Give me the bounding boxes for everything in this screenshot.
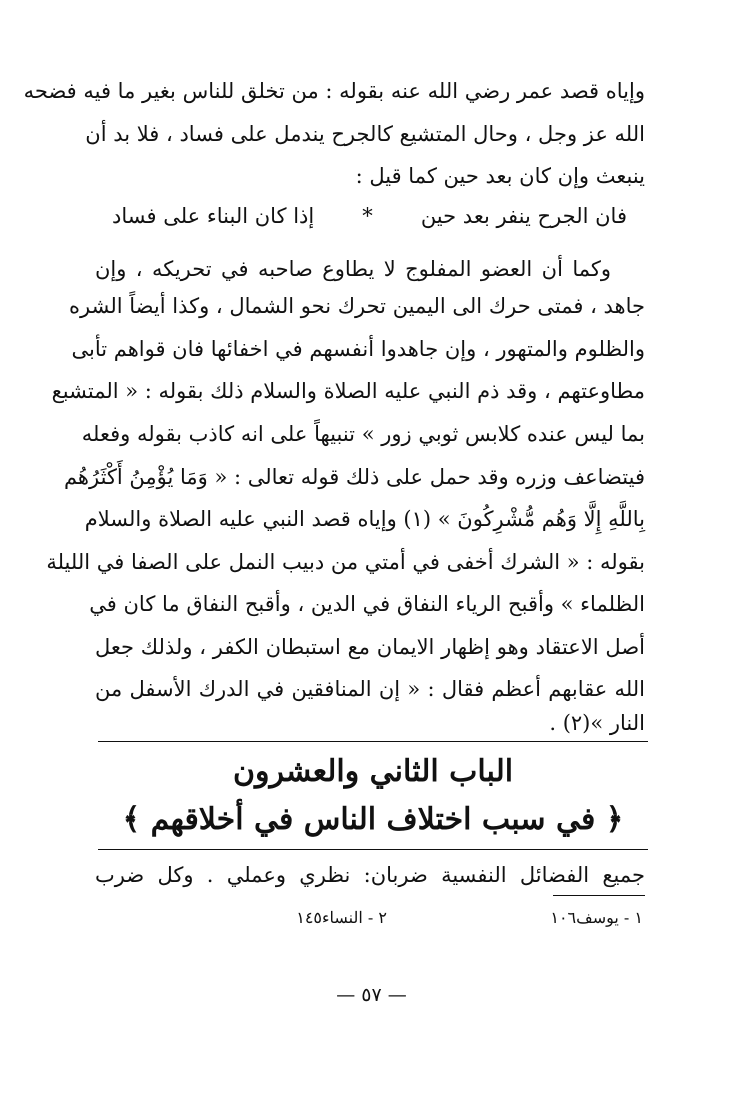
text-line-1: وإياه قصد عمر رضي الله عنه بقوله : من تخلق للناس بغير ما فيه فضحه: [23, 79, 645, 103]
chapter-title: الباب الثاني والعشرون: [232, 754, 514, 789]
text-line-14: الله عقابهم أعظم فقال : « إن المنافقين في الدرك الأسفل من: [95, 677, 645, 701]
text-line-5: جاهد ، فمتى حرك الى اليمين تحرك نحو الشمال ، وكذا أيضاً الشره: [69, 294, 645, 318]
section-divider-bottom: [98, 849, 648, 850]
footnote-rule: [553, 895, 645, 896]
text-line-11: بقوله : « الشرك أخفى في أمتي من دبيب النمل على الصفا في الليلة: [46, 550, 645, 574]
text-line-7: مطاوعتهم ، وقد ذم النبي عليه الصلاة والسلام ذلك بقوله : « المتشبع: [51, 379, 645, 403]
page-number: — ٥٧ —: [336, 984, 407, 1006]
poetry-verse: [112, 195, 627, 237]
text-line-9-quran: فيتضاعف وزره وقد حمل على ذلك قوله تعالى : « وَمَا يُؤْمِنُ أَكْثَرُهُم: [63, 465, 645, 489]
section-divider-top: [98, 741, 648, 742]
verse-first-hemistich: فان الجرح ينفر بعد حين: [420, 204, 627, 228]
text-line-12: الظلماء » وأقبح الرياء النفاق في الدين ، وأقبح النفاق ما كان في: [89, 592, 645, 616]
text-line-15: النار »(٢) .: [549, 711, 645, 735]
verse-separator-star-icon: *: [362, 204, 373, 228]
text-line-chapter-body: جميع الفضائل النفسية ضربان: نظري وعملي . وكل ضرب: [95, 863, 645, 887]
text-line-4: وكما أن العضو المفلوج لا يطاوع صاحبه في تحريكه ، وإن: [95, 257, 611, 281]
text-line-3: ينبعث وإن كان بعد حين كما قيل :: [355, 164, 645, 188]
text-line-13: أصل الاعتقاد وهو إظهار الايمان مع استبطان الكفر ، ولذلك جعل: [95, 635, 645, 659]
footnote-2: ٢ - النساء١٤٥: [296, 908, 387, 927]
chapter-subtitle: ﴿ في سبب اختلاف الناس في أخلاقهم ﴾: [122, 802, 624, 837]
text-line-10-quran: بِاللَّهِ إِلَّا وَهُم مُّشْرِكُونَ » (١) وإياه قصد النبي عليه الصلاة والسلام: [84, 507, 645, 531]
text-line-6: والظلوم والمتهور ، وإن جاهدوا أنفسهم في اخفائها فان قواهم تأبى: [71, 337, 645, 361]
verse-second-hemistich: إذا كان البناء على فساد: [112, 204, 315, 228]
footnote-1: ١ - يوسف١٠٦: [550, 908, 643, 927]
text-line-8: بما ليس عنده كلابس ثوبي زور » تنبيهاً على انه كاذب بقوله وفعله: [81, 422, 645, 446]
text-line-2: الله عز وجل ، وحال المتشيع كالجرح يندمل على فساد ، فلا بد أن: [85, 122, 645, 146]
